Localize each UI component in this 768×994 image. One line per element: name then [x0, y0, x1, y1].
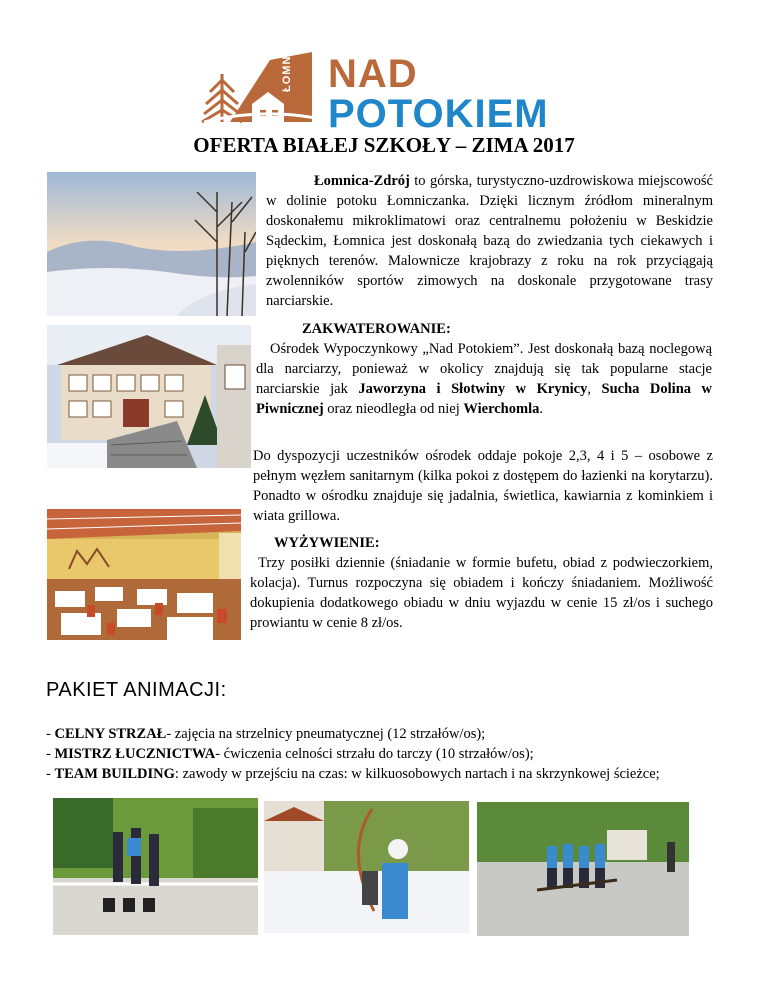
accommodation-paragraph — [256, 339, 712, 419]
intro-paragraph — [266, 171, 713, 311]
food-paragraph: Trzy posiłki dziennie (śniadanie w formie bufetu, obiad z podwieczorkiem, kolacja). Turnus rozpoczyna się obiadem i kończy śniadaniem. Możliwość dokupienia dodatkowego obiadu w dniu wyjazdu w cenie 15 zł/os i suchego prowiantu w cenie 8 zł/os. — [250, 555, 713, 631]
accommodation-text-1: Ośrodek Wypoczynkowy „Nad Potokiem”. Jest doskonałą bazą noclegową dla narciarzy, ponieważ w okolicy znajdują się tak popularne stacje narciarskie jak — [256, 341, 712, 397]
accommodation-text-2: , — [587, 381, 602, 397]
logo-mark — [200, 52, 320, 124]
page-title: OFERTA BIAŁEJ SZKOŁY – ZIMA 2017 — [193, 133, 575, 157]
brand-name — [328, 54, 549, 134]
intro-text: to górska, turystyczno-uzdrowiskowa miejscowość w dolinie potoku Łomniczanka. Dzięki licznym źródłom mineralnym doskonałemu mikroklimatowi oraz centralnemu położeniu w Beskidzie Sądeckim, Łomnica jest doskonałą bazą do zwiedzania tych ciekawych i pięknych terenów. Malownicze krajobrazy z roku na rok przyciągają zwolenników sportów zimowych na doskonale przygotowane trasy narciarskie. — [266, 173, 713, 309]
accommodation-text-4: . — [539, 401, 543, 417]
brand-line-2: POTOKIEM — [328, 92, 549, 136]
rooms-paragraph: Do dyspozycji uczestników ośrodek oddaje pokoje 2,3, 4 i 5 – osobowe z pełnym węzłem sanitarnym (kilka pokoi z dostępem do łazienki na korytarzu). Ponadto w ośrodku znajduje się jadalnia, świetlica, kawiarnia z kominkiem i wiata grillowa. — [253, 448, 713, 524]
animation-item: - TEAM BUILDING: zawody w przejściu na czas: w kilkuosobowych nartach i na skrzynkowej ścieżce; — [46, 766, 660, 782]
building-photo — [47, 325, 251, 468]
team-building-photo-1 — [53, 798, 258, 935]
brand-line-1: NAD — [328, 52, 418, 96]
accommodation-bold-2: Sucha Dolina w Piwnicznej — [256, 381, 713, 417]
animation-list — [46, 724, 660, 784]
winter-landscape-photo — [47, 172, 256, 316]
archery-photo — [264, 801, 469, 933]
animation-heading: PAKIET ANIMACJI: — [46, 679, 227, 701]
dining-hall-photo — [47, 509, 241, 640]
intro-bold-lead: Łomnica-Zdrój — [314, 173, 410, 189]
animation-item: - MISTRZ ŁUCZNICTWA- ćwiczenia celności strzału do tarczy (10 strzałów/os); — [46, 746, 534, 762]
accommodation-bold-1: Jaworzyna i Słotwiny w Krynicy — [358, 381, 588, 397]
team-building-photo-2 — [477, 802, 689, 936]
accommodation-bold-3: Wierchomla — [463, 401, 540, 417]
logo-vertical-text: ŁOMNICA — [281, 33, 293, 92]
accommodation-heading: ZAKWATEROWANIE: — [302, 321, 451, 337]
animation-item: - CELNY STRZAŁ- zajęcia na strzelnicy pneumatycznej (12 strzałów/os); — [46, 726, 486, 742]
food-heading: WYŻYWIENIE: — [274, 535, 380, 551]
accommodation-text-3: oraz nieodległa od niej — [323, 401, 464, 417]
